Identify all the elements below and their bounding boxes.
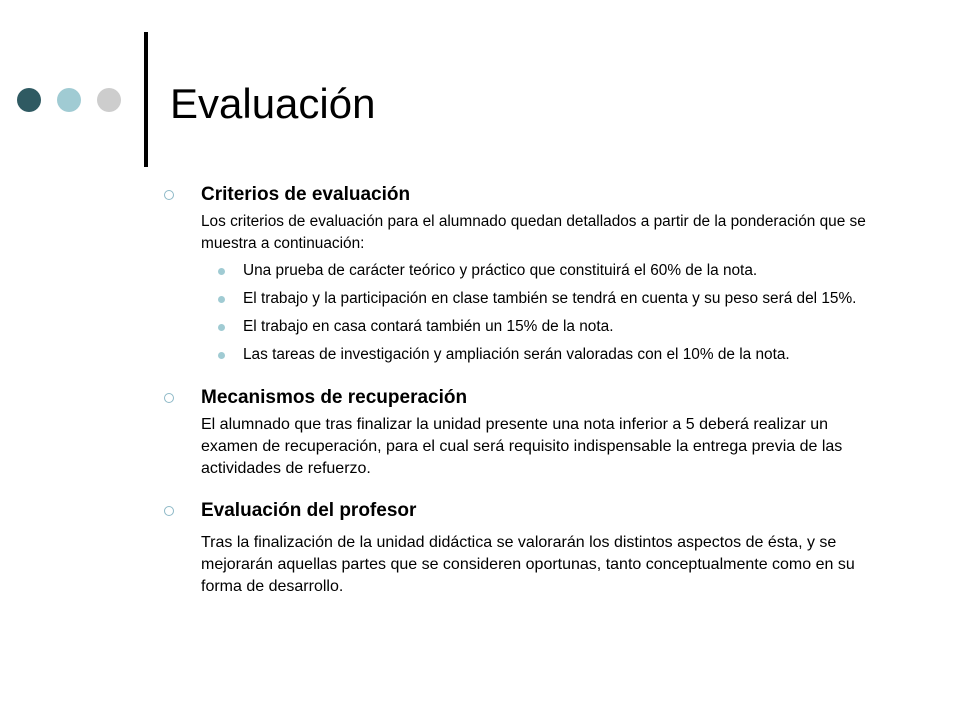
section-marker-icon bbox=[164, 190, 174, 200]
list-item-text: Una prueba de carácter teórico y práctico que constituirá el 60% de la nota. bbox=[243, 262, 758, 279]
title-divider bbox=[144, 32, 148, 167]
section-marker-icon bbox=[164, 506, 174, 516]
decorative-dot-dark bbox=[17, 88, 41, 112]
section-text: Tras la finalización de la unidad didáctica se valorarán los distintos aspectos de ésta, y se mejorarán aquellas partes que se consideren oportunas, tanto conceptualmente como en su forma de desarrollo. bbox=[201, 534, 855, 595]
list-item-text: El trabajo en casa contará también un 15% de la nota. bbox=[243, 318, 614, 335]
bullet-icon bbox=[218, 352, 225, 359]
section-text: Los criterios de evaluación para el alumnado quedan detallados a partir de la ponderación que se muestra a continuación: bbox=[201, 213, 866, 252]
section-text: El alumnado que tras finalizar la unidad presente una nota inferior a 5 deberá realizar un examen de recuperación, para el cual será requisito indispensable la entrega previa de las actividades de refuerzo. bbox=[201, 416, 843, 477]
section-recuperacion bbox=[160, 385, 880, 480]
slide-title: Evaluación bbox=[170, 80, 376, 127]
list-item bbox=[201, 287, 880, 311]
bullet-icon bbox=[218, 268, 225, 275]
section-heading: Evaluación del profesor bbox=[201, 500, 417, 521]
list-item bbox=[201, 315, 880, 339]
bullet-icon bbox=[218, 296, 225, 303]
bullet-icon bbox=[218, 324, 225, 331]
list-item-text: El trabajo y la participación en clase también se tendrá en cuenta y su peso será del 15%. bbox=[243, 290, 857, 307]
criteria-list bbox=[201, 259, 880, 367]
decorative-dot-gray bbox=[97, 88, 121, 112]
list-item bbox=[201, 259, 880, 283]
slide-content bbox=[160, 182, 880, 598]
section-evaluacion-profesor bbox=[160, 498, 880, 598]
list-item bbox=[201, 343, 880, 367]
section-heading: Criterios de evaluación bbox=[201, 184, 411, 205]
section-marker-icon bbox=[164, 393, 174, 403]
section-heading: Mecanismos de recuperación bbox=[201, 387, 468, 408]
section-criterios bbox=[160, 182, 880, 367]
decorative-dot-teal bbox=[57, 88, 81, 112]
list-item-text: Las tareas de investigación y ampliación serán valoradas con el 10% de la nota. bbox=[243, 346, 790, 363]
